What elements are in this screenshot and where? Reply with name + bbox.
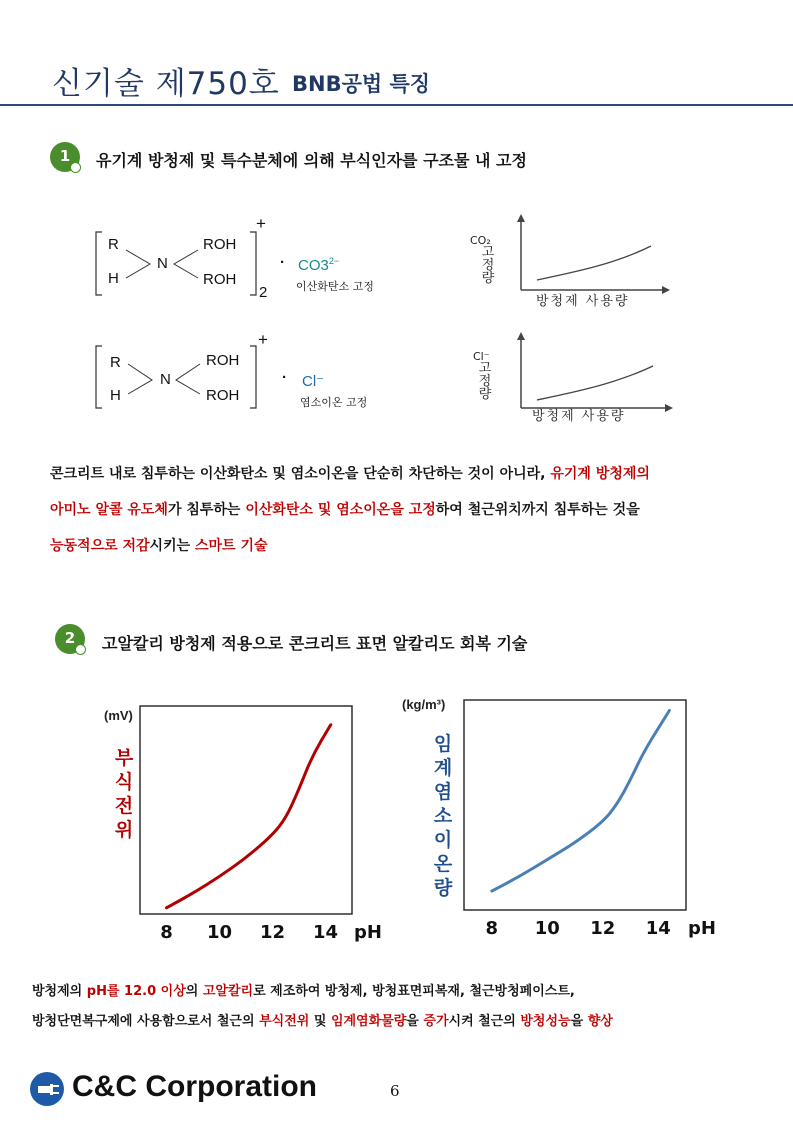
highlight-text: 부식전위 <box>259 1014 310 1029</box>
x-tick-label: 10 <box>534 918 560 939</box>
formula1-roh2: ROH <box>203 271 237 288</box>
paragraph-text: 방청제의 <box>32 984 87 999</box>
chart1-unit: (mV) <box>104 708 133 723</box>
paragraph-text: 콘크리트 내로 침투하는 이산화탄소 및 염소이온을 단순히 차단하는 것이 아니라, <box>50 466 551 482</box>
chart1-ylabel-char: 식 <box>114 771 134 793</box>
x-tick-label: 8 <box>160 922 173 943</box>
paragraph-line <box>32 1007 613 1037</box>
highlight-text: 이산화탄소 및 염소이온을 고정 <box>245 502 436 518</box>
paragraph-text: 의 <box>185 984 203 999</box>
title-divider <box>0 104 793 106</box>
chart2-ylabel-char: 온 <box>433 853 453 875</box>
badge-dot-icon <box>70 162 81 173</box>
chart2-ylabel-char: 염 <box>433 781 453 803</box>
graph2-ylabel-char: 정 <box>478 374 492 389</box>
graph1-ylabel-char: 량 <box>481 271 495 286</box>
page-title: 신기술 제750호 <box>52 66 280 102</box>
chart2-unit: (kg/m³) <box>402 697 446 712</box>
chart1-ylabel <box>113 746 135 842</box>
chart2-ylabel-char: 임 <box>433 733 453 755</box>
highlight-text: pH를 12.0 이상 <box>86 984 186 999</box>
paragraph-line <box>50 456 650 492</box>
chart-frame <box>464 700 686 910</box>
graph1-xlabel: 방청제 사용량 <box>536 294 630 309</box>
paragraph-text: 시켜 철근의 <box>448 1014 521 1029</box>
graph1-ylabel-char: 고 <box>481 245 495 260</box>
formula1-structure <box>90 210 280 305</box>
graph2-xlabel: 방청제 사용량 <box>532 409 626 424</box>
x-tick-label: 12 <box>259 922 286 943</box>
paragraph-text: 및 <box>309 1014 331 1029</box>
chart2-ylabel <box>432 732 454 900</box>
paragraph-text: 을 <box>570 1014 588 1029</box>
company-logo-icon <box>30 1072 64 1106</box>
chart-frame <box>140 706 352 914</box>
chart2-ylabel-char: 계 <box>433 757 453 779</box>
formula1-h: H <box>108 270 119 287</box>
formula2-roh1: ROH <box>206 352 240 369</box>
paragraph-line <box>50 492 650 528</box>
paragraph-line <box>50 528 650 564</box>
formula1-ion-label: 이산화탄소 고정 <box>296 280 374 293</box>
graph1-ylabel <box>481 246 495 285</box>
section2-title: 고알칼리 방청제 적용으로 콘크리트 표면 알칼리도 회복 기술 <box>102 634 528 653</box>
formula1-roh1: ROH <box>203 236 237 253</box>
paragraph-text: 시키는 <box>149 538 195 554</box>
formula1-ion-base: CO3 <box>298 257 329 274</box>
section1-paragraph <box>50 456 650 564</box>
chart1-ylabel-char: 부 <box>114 747 134 769</box>
highlight-text: 증가 <box>423 1014 449 1029</box>
formula2-r: R <box>110 354 121 371</box>
formula2-ion: Cl⁻ <box>302 373 325 390</box>
highlight-text: 임계염화물량 <box>330 1014 407 1029</box>
chart2-ylabel-char: 소 <box>433 805 453 827</box>
section1-title: 유기계 방청제 및 특수분체에 의해 부식인자를 구조물 내 고정 <box>96 151 527 170</box>
section2-number-badge <box>55 624 85 654</box>
chart1-ylabel-char: 전 <box>114 795 134 817</box>
chart1-corrosion-potential <box>138 700 382 948</box>
formula2-h: H <box>110 387 121 404</box>
paragraph-text: 방청단면복구제에 사용함으로서 철근의 <box>32 1014 260 1029</box>
formula2-bullet: · <box>282 369 287 386</box>
formula2-ion-label: 염소이온 고정 <box>300 396 368 409</box>
paragraph-text: 하여 철근위치까지 침투하는 것을 <box>435 502 640 518</box>
formula2-structure <box>90 328 280 423</box>
paragraph-text: 가 침투하는 <box>167 502 246 518</box>
formula1-subscript: 2 <box>259 284 268 301</box>
paragraph-text: 을 <box>406 1014 424 1029</box>
formula1-n: N <box>157 255 168 272</box>
formula1-r: R <box>108 236 119 253</box>
highlight-text: 향상 <box>587 1014 613 1029</box>
plug-icon <box>30 1072 64 1106</box>
formula1-bullet: · <box>280 254 285 271</box>
graph2-ylabel-char: 량 <box>478 387 492 402</box>
chart2-critical-chloride <box>460 696 716 948</box>
formula1-ion-charge: 2− <box>328 256 340 266</box>
highlight-text: 스마트 기술 <box>195 538 268 554</box>
highlight-text: 고알칼리 <box>202 984 254 999</box>
graph2-ylabel-char: 고 <box>478 361 492 376</box>
x-tick-label: 10 <box>206 922 233 943</box>
x-tick-label: 12 <box>590 918 616 939</box>
graph1-ylabel-char: 정 <box>481 258 495 273</box>
graph2-ylabel-top: Cl⁻ <box>473 350 490 363</box>
paragraph-line <box>32 977 613 1007</box>
paragraph-text: 로 제조하여 방청제, 방청표면피복재, 철근방청페이스트, <box>253 984 575 999</box>
graph2-ylabel <box>478 362 492 401</box>
x-axis-label: pH <box>688 918 716 939</box>
page-number: 6 <box>390 1082 400 1100</box>
formula1-charge: + <box>256 214 266 233</box>
x-tick-label: 14 <box>312 922 339 943</box>
x-tick-label: 8 <box>485 918 499 939</box>
x-axis-label: pH <box>354 922 382 943</box>
company-name: C&C Corporation <box>72 1070 317 1103</box>
section2-number: 2 <box>64 629 76 647</box>
formula1-ion <box>298 256 339 274</box>
highlight-text: 아미노 알콜 유도체 <box>50 502 168 518</box>
badge-dot-icon <box>75 644 86 655</box>
highlight-text: 능동적으로 저감 <box>50 538 150 554</box>
chart2-ylabel-char: 량 <box>433 877 453 899</box>
x-tick-label: 14 <box>645 918 671 939</box>
section1-number-badge <box>50 142 80 172</box>
page-subtitle: BNB공법 특징 <box>292 72 431 96</box>
highlight-text: 방청성능 <box>520 1014 571 1029</box>
graph1-ylabel-top: CO₂ <box>470 234 491 247</box>
formula2-n: N <box>160 371 171 388</box>
highlight-text: 유기계 방청제의 <box>550 466 650 482</box>
chart2-ylabel-char: 이 <box>433 829 453 851</box>
formula2-roh2: ROH <box>206 387 240 404</box>
section1-number: 1 <box>59 147 71 165</box>
section2-paragraph <box>32 977 613 1037</box>
formula2-charge: + <box>258 330 268 349</box>
chart1-ylabel-char: 위 <box>114 819 134 841</box>
